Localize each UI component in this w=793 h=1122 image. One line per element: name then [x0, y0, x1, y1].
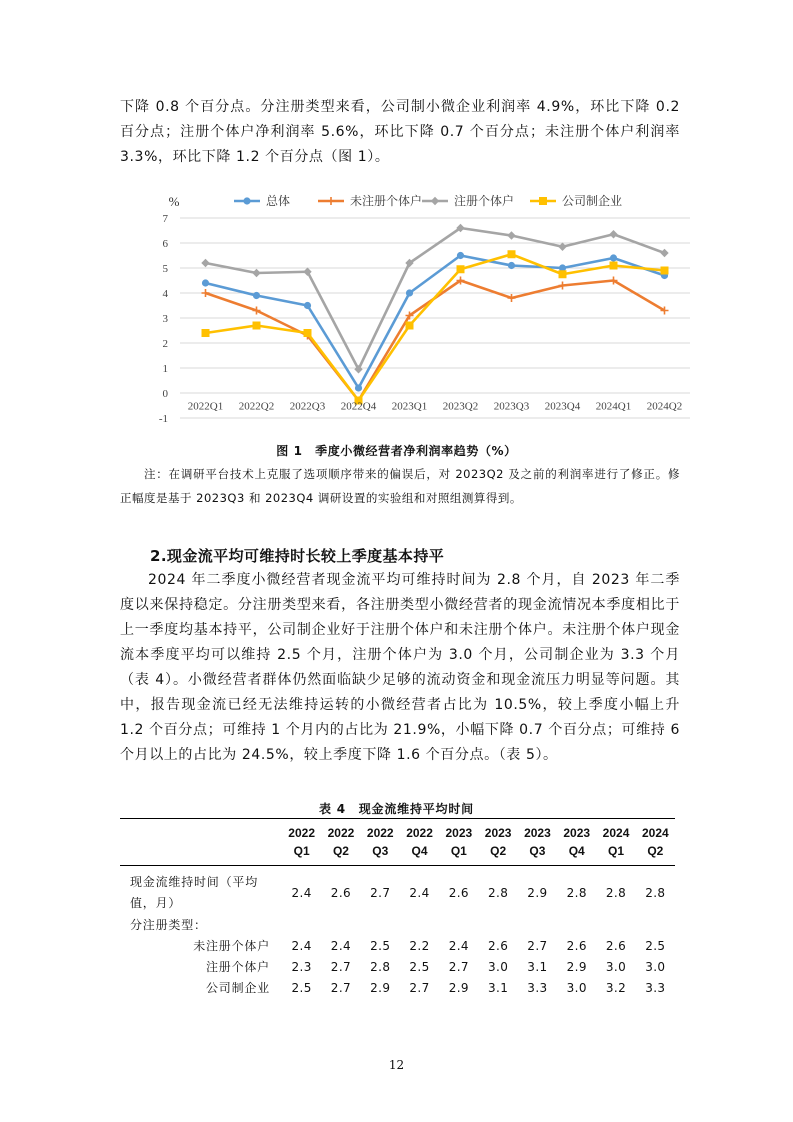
data-point — [661, 267, 669, 275]
table-cell: 3.0 — [487, 959, 509, 974]
x-tick-label: 2022Q1 — [187, 400, 224, 413]
paragraph-cashflow: 2024 年二季度小微经营者现金流平均可维持时间为 2.8 个月，自 2023 年二季度以来保持稳定。分注册类型来看，各注册类型小微经营者的现金流情况本季度相比于上一季度均基本持平，公司制企业好于注册个体户和未注册个体户。未注册个体户现金流本季度平均可以维持 2.5 个月，注册个体户为 3.0 个月，公司制企业为 3.3 个月（表 4）。小微经营者群体仍然面临缺少足够的流动资金和现金流压力明显等问题。其中，报告现金流已经无法维持运转的小微经营者占比为 10.5%，较上季度小幅上升 1.2 个百分点；可维持 1 个月内的占比为 21.9%，小幅下降 0.7 个百分点；可维持 6 个月以上的占比为 24.5%，较上季度下降 1.6 个百分点。（表 5）。 — [120, 572, 680, 763]
data-point — [252, 269, 260, 277]
table-cell: 2.4 — [409, 886, 430, 900]
table-cell: 2.5 — [291, 980, 312, 995]
table-cell: 2.6 — [448, 886, 469, 900]
data-point — [201, 259, 209, 267]
legend-marker — [539, 197, 547, 205]
profit-rate-chart — [150, 190, 710, 425]
y-tick-label: 4 — [162, 288, 168, 300]
data-point — [558, 243, 566, 251]
x-tick-label: 2022Q2 — [238, 400, 275, 413]
header-quarter-1: Q2 — [321, 842, 360, 866]
data-point — [457, 252, 464, 259]
header-year-2: 2022 — [361, 819, 400, 843]
data-point — [660, 249, 668, 257]
cashflow-table-grid — [120, 818, 675, 998]
header-quarter-7: Q4 — [557, 842, 596, 866]
y-tick-label: 2 — [162, 338, 168, 350]
header-quarter-0: Q1 — [282, 842, 321, 866]
legend-label: 公司制企业 — [562, 194, 623, 208]
header-year-7: 2023 — [557, 819, 596, 843]
page-number: 12 — [388, 1058, 405, 1072]
header-quarter-4: Q1 — [439, 842, 478, 866]
legend-marker — [431, 197, 439, 205]
table-cell: 2.6 — [605, 938, 627, 953]
table-cell: 3.1 — [487, 980, 509, 995]
header-quarter-6: Q3 — [518, 842, 557, 866]
data-point — [508, 250, 516, 258]
x-tick-label: 2022Q3 — [289, 400, 326, 413]
data-point — [508, 262, 515, 269]
data-point — [304, 302, 311, 309]
figure-note: 注：在调研平台技术上克服了选项顺序带来的偏误后，对 2023Q2 及之前的利润率进行了修正。修正幅度是基于 2023Q3 和 2023Q4 调研设置的实验组和对照组测算得到。 — [120, 467, 680, 505]
x-tick-label: 2024Q1 — [595, 400, 632, 413]
header-quarter-9: Q2 — [636, 842, 675, 866]
figure-caption: 图 1 季度小微经营者净利润率趋势（%） — [276, 444, 517, 458]
table-header-quarters — [120, 842, 675, 866]
header-year-5: 2023 — [478, 819, 517, 843]
table-row — [120, 914, 675, 935]
data-point — [253, 322, 261, 330]
y-tick-label: -1 — [158, 413, 168, 425]
row-label: 公司制企业 — [205, 981, 270, 995]
y-tick-label: 5 — [162, 263, 168, 275]
table-cell: 2.9 — [527, 886, 548, 900]
table-cell: 3.1 — [527, 959, 548, 974]
data-point — [559, 270, 567, 278]
table-cell: 2.9 — [566, 959, 587, 974]
y-tick-label: 1 — [162, 363, 168, 375]
data-point — [202, 329, 210, 337]
data-point — [406, 289, 413, 296]
data-point — [457, 265, 465, 273]
x-tick-label: 2022Q4 — [340, 400, 377, 413]
y-tick-label: 6 — [162, 238, 168, 250]
table-row — [120, 935, 675, 956]
data-point — [202, 289, 210, 297]
legend-label: 未注册个体户 — [350, 194, 423, 208]
table-cell: 2.5 — [409, 959, 430, 974]
table-cell: 2.7 — [330, 980, 352, 995]
table-cell: 2.4 — [291, 886, 312, 900]
data-point — [202, 279, 209, 286]
table-cell: 2.6 — [330, 886, 352, 900]
y-tick-label: 3 — [162, 313, 168, 325]
y-tick-label: 7 — [162, 213, 168, 225]
header-year-4: 2023 — [439, 819, 478, 843]
section-heading: 2.现金流平均可维持时长较上季度基本持平 — [150, 547, 445, 565]
paragraph-profit-rate: 下降 0.8 个百分点。分注册类型来看，公司制小微企业利润率 4.9%，环比下降 0.2 百分点；注册个体户净利润率 5.6%，环比下降 0.7 个百分点；未注册个体户利润率 3.3%，环比下降 1.2 个百分点（图 1）。 — [120, 99, 680, 165]
table-cell: 2.7 — [330, 959, 352, 974]
data-point — [559, 282, 567, 290]
table-cell: 2.3 — [291, 959, 312, 974]
data-point — [406, 322, 414, 330]
table-cell: 2.2 — [409, 938, 430, 953]
table-cell: 2.7 — [370, 886, 391, 900]
table-cell: 2.4 — [291, 938, 312, 953]
cashflow-table — [120, 818, 675, 998]
data-point — [610, 262, 618, 270]
series-layer — [201, 224, 668, 405]
table-cell: 2.5 — [645, 938, 666, 953]
series-line — [206, 254, 665, 400]
table-cell: 3.3 — [527, 980, 548, 995]
table-cell: 2.4 — [448, 938, 469, 953]
row-label: 注册个体户 — [205, 960, 270, 974]
data-point — [507, 231, 515, 239]
y-tick-label: 0 — [162, 388, 168, 400]
table-cell: 3.0 — [605, 959, 627, 974]
data-point — [610, 254, 617, 261]
header-quarter-3: Q4 — [400, 842, 439, 866]
table-row — [120, 956, 675, 977]
table-cell: 2.8 — [605, 886, 627, 900]
table-cell: 2.8 — [370, 959, 391, 974]
table-cell: 2.8 — [487, 886, 509, 900]
table-cell: 2.7 — [527, 938, 548, 953]
table-row — [120, 866, 675, 915]
table-header-years — [120, 819, 675, 843]
x-tick-label: 2023Q4 — [544, 400, 581, 413]
table-body — [120, 866, 675, 999]
y-axis-label: % — [168, 194, 180, 209]
row-label: 分注册类型： — [130, 918, 207, 932]
table-cell: 2.9 — [448, 980, 469, 995]
table-cell: 2.5 — [370, 938, 391, 953]
legend-label: 总体 — [266, 194, 291, 208]
header-quarter-5: Q2 — [478, 842, 517, 866]
legend-marker — [243, 197, 250, 204]
table-row — [120, 977, 675, 998]
table-cell: 3.3 — [645, 980, 666, 995]
header-year-3: 2022 — [400, 819, 439, 843]
data-point — [304, 329, 312, 337]
table-cell: 2.8 — [645, 886, 666, 900]
table-title: 表 4 现金流维持平均时间 — [319, 802, 474, 816]
legend-layer — [234, 193, 622, 208]
table-cell: 2.8 — [566, 886, 587, 900]
header-quarter-8: Q1 — [596, 842, 635, 866]
row-label: 现金流维持时间（平均值，月） — [130, 875, 259, 910]
table-cell: 2.4 — [330, 938, 352, 953]
table-cell: 2.7 — [409, 980, 430, 995]
table-cell: 2.9 — [370, 980, 391, 995]
row-label: 未注册个体户 — [193, 939, 270, 953]
header-year-9: 2024 — [636, 819, 675, 843]
x-tick-label: 2023Q1 — [391, 400, 428, 413]
header-year-6: 2023 — [518, 819, 557, 843]
x-tick-label: 2024Q2 — [646, 400, 683, 413]
legend-marker — [327, 197, 335, 205]
header-year-1: 2022 — [321, 819, 360, 843]
grid-layer — [180, 218, 690, 418]
header-quarter-2: Q3 — [361, 842, 400, 866]
data-point — [253, 292, 260, 299]
table-cell-empty — [282, 914, 675, 935]
header-year-0: 2022 — [282, 819, 321, 843]
x-tick-label: 2023Q3 — [493, 400, 530, 413]
table-cell: 3.0 — [645, 959, 666, 974]
table-cell: 2.6 — [487, 938, 509, 953]
data-point — [508, 294, 516, 302]
table-cell: 2.7 — [448, 959, 469, 974]
header-year-8: 2024 — [596, 819, 635, 843]
data-point — [355, 384, 362, 391]
table-cell: 2.6 — [566, 938, 587, 953]
chart-svg — [150, 190, 710, 425]
data-point — [609, 230, 617, 238]
table-cell: 3.0 — [566, 980, 587, 995]
x-tick-label: 2023Q2 — [442, 400, 479, 413]
legend-label: 注册个体户 — [454, 194, 515, 208]
table-cell: 3.2 — [605, 980, 627, 995]
